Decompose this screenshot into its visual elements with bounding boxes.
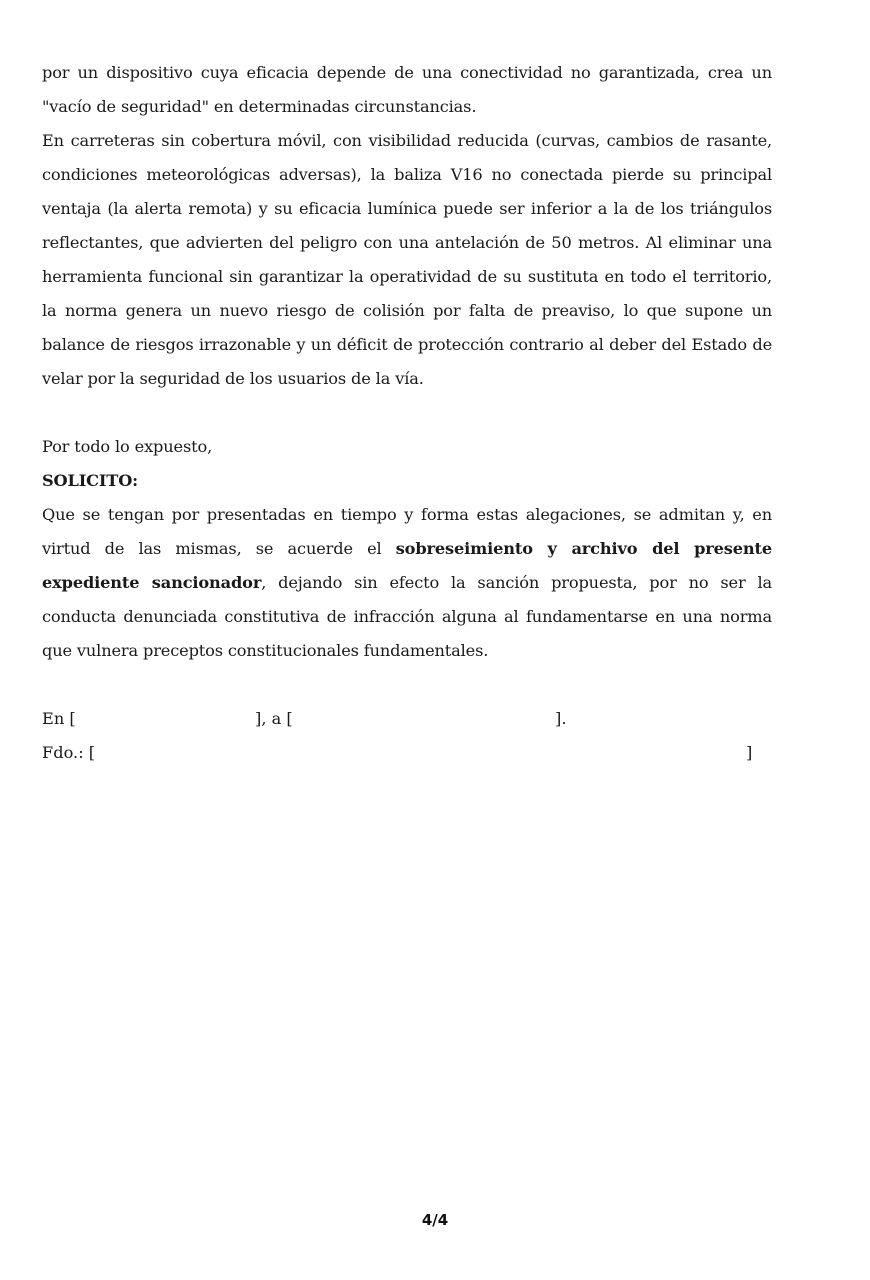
paragraph-spacer: [42, 396, 772, 430]
document-body: [42, 56, 772, 770]
signed-label: Fdo.: [: [42, 743, 96, 762]
paragraph-por-todo-lo-expuesto: Por todo lo expuesto,: [42, 437, 213, 456]
paragraph-solicitud: [42, 498, 772, 668]
solicito-heading: SOLICITO:: [42, 471, 138, 490]
date-close: ].: [555, 709, 567, 728]
solicitud-text-start: Que se tengan por presentadas en tiempo y forma estas alegaciones, se admitan y, en virtud de las mismas, se acuerde el: [42, 505, 772, 558]
date-label: ], a [: [255, 709, 293, 728]
paragraph-carreteras-sin-cobertura: En carreteras sin cobertura móvil, con visibilidad reducida (curvas, cambios de rasante, condiciones meteorológicas adversas), la baliza V16 no conectada pierde su principal ventaja (la alerta remota) y su eficacia lumínica puede ser inferior a la de los triángulos reflectantes, que advierten del peligro con una antelación de 50 metros. Al eliminar una herramienta funcional sin garantizar la operatividad de su sustituta en todo el territorio, la norma genera un nuevo riesgo de colisión por falta de preaviso, lo que supone un balance de riesgos irrazonable y un déficit de protección contrario al deber del Estado de velar por la seguridad de los usuarios de la vía.: [42, 131, 772, 388]
paragraph-spacer: [42, 668, 772, 702]
signature-line: [42, 736, 772, 770]
signed-close: ]: [746, 743, 753, 762]
page-number: 4/4: [421, 1211, 449, 1229]
paragraph-vacio-seguridad: por un dispositivo cuya eficacia depende de una conectividad no garantizada, crea un "vacío de seguridad" en determinadas circunstancias.: [42, 63, 772, 116]
solicitud-bold-text: sobreseimiento y archivo del presente expediente sancionador: [42, 539, 772, 592]
solicitud-text-end: , dejando sin efecto la sanción propuesta, por no ser la conducta denunciada constitutiva de infracción alguna al fundamentarse en una norma que vulnera preceptos constitucionales fundamentales.: [42, 573, 772, 660]
place-label: En [: [42, 709, 76, 728]
place-date-line: [42, 702, 772, 736]
